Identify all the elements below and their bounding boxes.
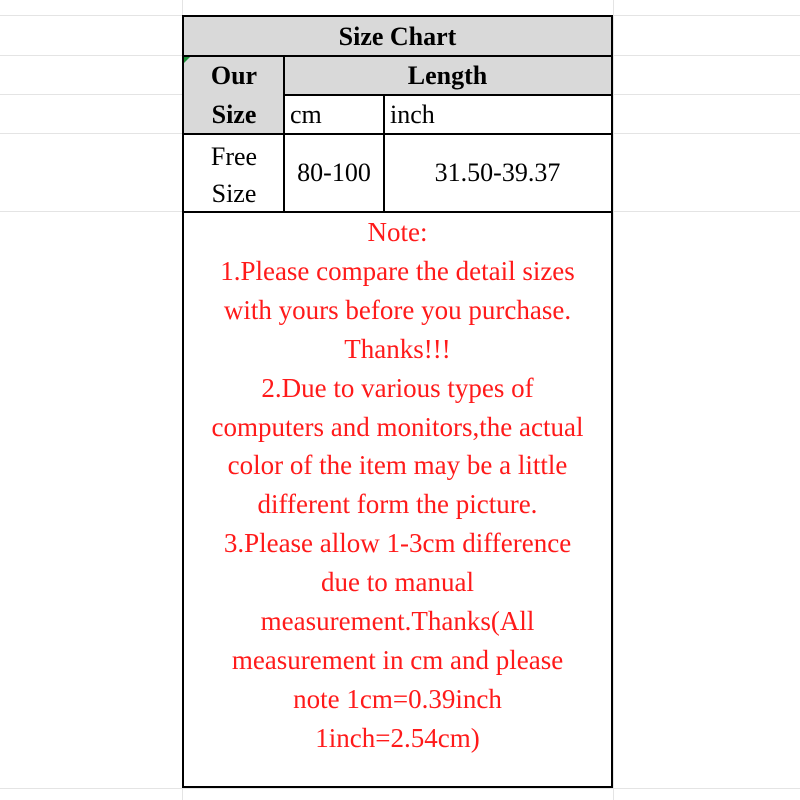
gridline [600, 133, 800, 134]
table-title: Size Chart [184, 17, 611, 56]
note-line: computers and monitors,the actual [211, 411, 584, 442]
gridline [600, 211, 800, 212]
divider [284, 94, 611, 96]
note-line: due to manual [321, 567, 474, 598]
unit-cm-header: cm [284, 95, 384, 134]
gridline [0, 211, 182, 212]
divider [184, 55, 611, 57]
gridline [600, 55, 800, 56]
inch-value: 31.50-39.37 [434, 158, 561, 187]
note-line: Note: [367, 217, 428, 247]
cm-value: 80-100 [297, 158, 371, 187]
our-size-header-top: Our [184, 56, 284, 95]
note-line: measurement.Thanks(All [260, 606, 535, 637]
size-value-free: Free [210, 142, 258, 171]
divider [184, 133, 611, 135]
our-size-header-bottom: Size [184, 95, 284, 134]
note-line: with yours before you purchase. [223, 294, 572, 325]
length-header: Length [284, 56, 611, 95]
gridline [0, 94, 182, 95]
unit-inch-header: inch [384, 95, 611, 134]
gridline [600, 94, 800, 95]
note-line: 2.Due to various types of [261, 372, 534, 403]
note-line: 3.Please allow 1-3cm difference [223, 528, 572, 559]
size-value-size: Size [211, 179, 257, 208]
note-text [184, 213, 611, 758]
note-line: 1.Please compare the detail sizes [220, 255, 575, 286]
divider [383, 95, 385, 213]
cell-corner-marker [184, 57, 190, 63]
note-line: color of the item may be a little [227, 450, 568, 481]
gridline [0, 788, 800, 789]
divider [283, 56, 285, 213]
note-line: measurement in cm and please [231, 644, 564, 675]
gridline [0, 55, 182, 56]
note-line: different form the picture. [257, 489, 538, 520]
note-line: note 1cm=0.39inch [293, 683, 502, 714]
size-chart-table [182, 15, 613, 788]
gridline [0, 133, 182, 134]
gridline [613, 0, 614, 800]
note-line: Thanks!!! [344, 333, 451, 364]
note-line: 1inch=2.54cm) [315, 722, 480, 753]
